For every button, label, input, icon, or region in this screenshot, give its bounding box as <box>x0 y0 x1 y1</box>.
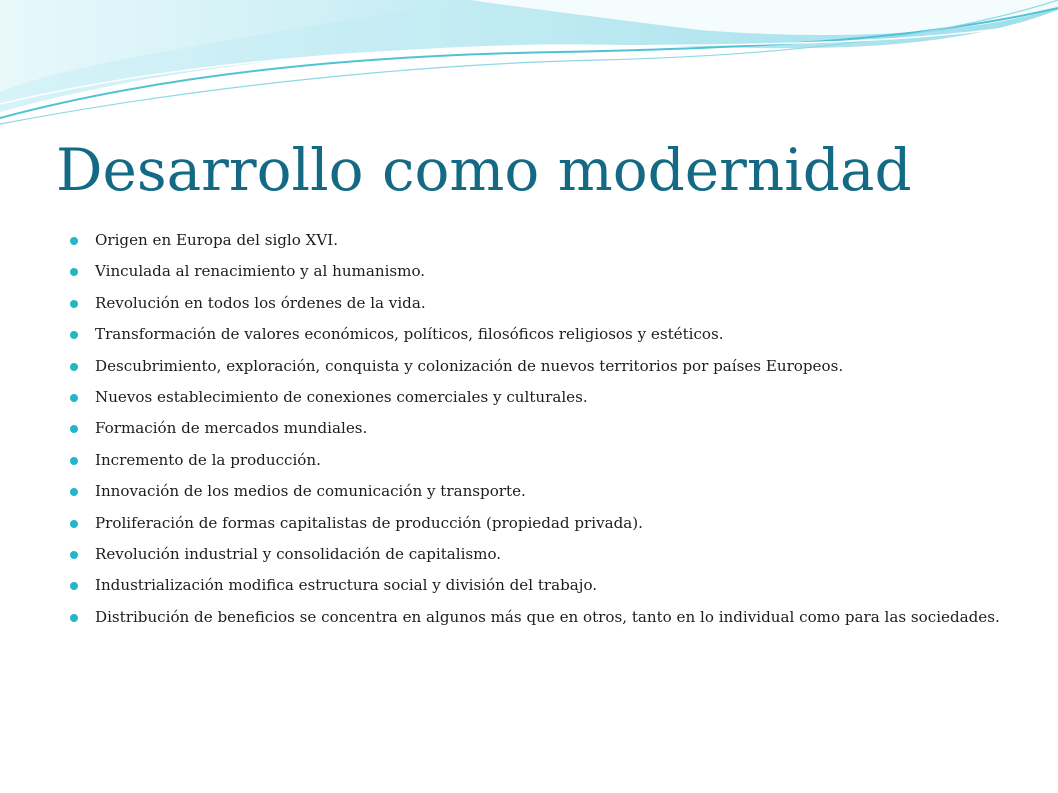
bullet-item <box>70 355 1010 378</box>
bullet-list <box>70 229 1010 637</box>
bullet-dot-icon <box>70 300 78 308</box>
bullet-text: Revolución industrial y consolidación de capitalismo. <box>95 544 502 563</box>
bullet-text: Formación de mercados mundiales. <box>95 419 368 438</box>
bullet-text: Origen en Europa del siglo XVI. <box>95 231 339 249</box>
bullet-text: Industrialización modifica estructura social y división del trabajo. <box>95 576 598 595</box>
bullet-dot-icon <box>70 268 78 276</box>
bullet-text: Innovación de los medios de comunicación y transporte. <box>95 482 526 501</box>
bullet-text: Vinculada al renacimiento y al humanismo. <box>95 262 426 281</box>
bullet-text: Incremento de la producción. <box>95 450 321 469</box>
bullet-item <box>70 323 1010 346</box>
bullet-dot-icon <box>70 237 78 245</box>
bullet-dot-icon <box>70 331 78 339</box>
bullet-dot-icon <box>70 582 78 590</box>
bullet-item <box>70 512 1010 535</box>
bullet-item <box>70 543 1010 566</box>
header-wave-decoration <box>0 0 1058 130</box>
bullet-dot-icon <box>70 457 78 465</box>
bullet-item <box>70 574 1010 597</box>
bullet-item <box>70 292 1010 315</box>
bullet-dot-icon <box>70 488 78 496</box>
bullet-text: Proliferación de formas capitalistas de producción (propiedad privada). <box>95 513 643 532</box>
bullet-text: Descubrimiento, exploración, conquista y colonización de nuevos territorios por países Europeos. <box>95 356 844 375</box>
slide-title: Desarrollo como modernidad <box>56 136 912 204</box>
bullet-item <box>70 449 1010 472</box>
bullet-item <box>70 606 1010 629</box>
bullet-dot-icon <box>70 394 78 402</box>
bullet-dot-icon <box>70 425 78 433</box>
bullet-dot-icon <box>70 551 78 559</box>
bullet-item <box>70 229 1010 252</box>
bullet-dot-icon <box>70 363 78 371</box>
bullet-text: Nuevos establecimiento de conexiones comerciales y culturales. <box>95 387 588 406</box>
bullet-text: Transformación de valores económicos, políticos, filosóficos religiosos y estéticos. <box>95 325 724 344</box>
bullet-item <box>70 386 1010 409</box>
bullet-dot-icon <box>70 614 78 622</box>
bullet-item <box>70 260 1010 283</box>
bullet-text: Distribución de beneficios se concentra en algunos más que en otros, tanto en lo individual como para las sociedades. <box>95 607 1000 626</box>
bullet-item <box>70 480 1010 503</box>
bullet-item <box>70 417 1010 440</box>
bullet-dot-icon <box>70 520 78 528</box>
bullet-text: Revolución en todos los órdenes de la vida. <box>95 293 426 312</box>
